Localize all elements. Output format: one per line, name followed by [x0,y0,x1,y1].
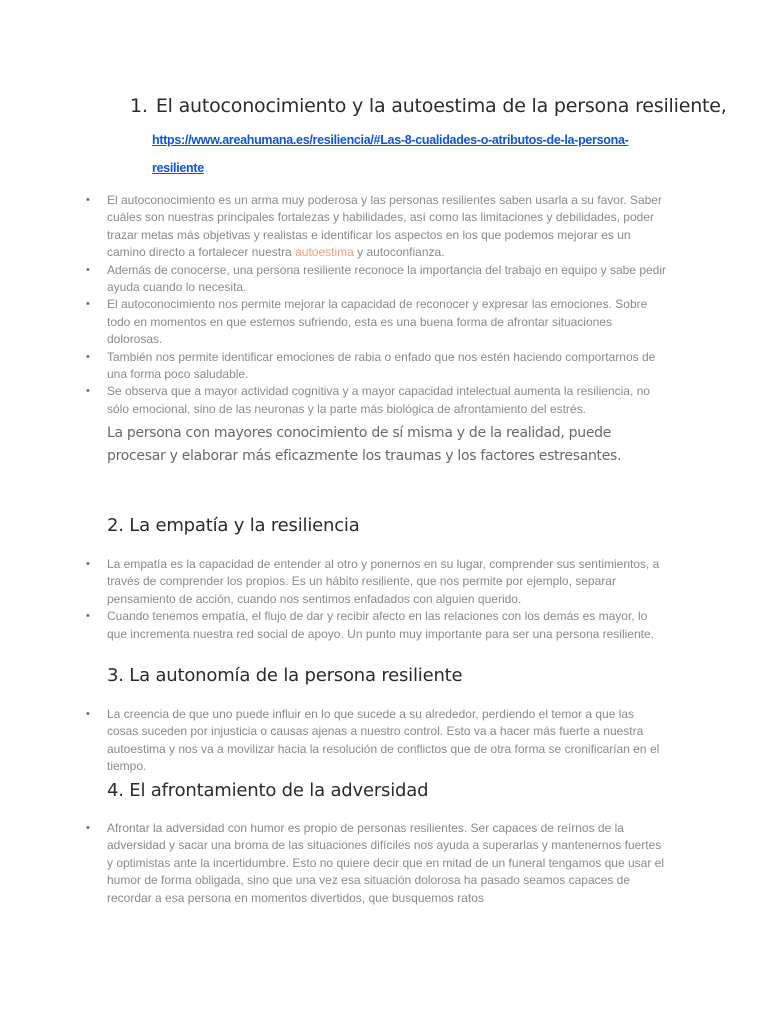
bullet-text: Además de conocerse, una persona resiliente reconoce la importancia del trabajo en equipo y sabe pedir ayuda cuando lo necesita. [107,262,667,295]
source-link-line-1[interactable]: https://www.areahumana.es/resiliencia/#Las-8-cualidades-o-atributos-de-la-persona- [152,133,629,147]
section-3-bullet-list [0,706,768,776]
bullet-icon: • [86,263,90,276]
section-1-heading [130,95,727,117]
list-item [0,383,768,418]
bullet-text: Se observa que a mayor actividad cognitiva y a mayor capacidad intelectual aumenta la resiliencia, no sólo emocional, sino de las neuronas y la parte más biológica de afrontamiento del estrés. [107,384,650,416]
bullet-text: La empatía es la capacidad de entender al otro y ponernos en su lugar, comprender sus sentimientos, a través de comprender los propios. Es un hábito resiliente, que nos permite por ejemplo, separar pensamiento de acción, cuando nos sentimos enfadados con alguien querido. [107,557,660,606]
bullet-text: Cuando tenemos empatía, el flujo de dar y recibir afecto en las relaciones con los demás es mayor, lo que incrementa nuestra red social de apoyo. Un punto muy importante para ser una persona resiliente. [107,609,654,641]
bullet-text: El autoconocimiento nos permite mejorar la capacidad de reconocer y expresar las emociones. Sobre todo en momentos en que estemos sufriendo, esta es una buena forma de afrontar situaciones dolorosas. [107,297,648,347]
section-3-heading: 3. La autonomía de la persona resiliente [107,665,463,686]
list-item [0,556,768,608]
bullet-text: La creencia de que uno puede influir en lo que sucede a su alrededor, perdiendo el temor a que las cosas suceden por injusticia o causas ajenas a nuestro control. Esto va a hacer más fuerte a nuestra autoestima y nos va a movilizar hacia la resolución de conflictos que de otra forma se cronificarían en el tiempo. [107,707,660,774]
section-1-number: 1. [130,95,148,117]
section-2-bullet-list [0,556,768,643]
autoestima-link[interactable]: autoestima [295,245,354,260]
bullet-icon: • [86,610,90,623]
section-1-bullet-list [0,192,768,418]
bullet-icon: • [86,822,90,834]
bullet-text-after: y autoconfianza. [353,245,445,260]
bullet-icon: • [86,385,90,398]
section-2-heading: 2. La empatía y la resiliencia [107,515,360,536]
list-item [0,262,768,297]
list-item [0,706,768,776]
section-4-bullet-list [0,820,768,907]
bullet-text-before: El autoconocimiento es un arma muy poderosa y las personas resilientes saben usarla a su favor. Saber cuáles son nuestras principales fortalezas y habilidades, así como las limitaciones y debilidades, poder trazar metas más objetivas y realistas e identificar los aspectos en los que podemos mejorar es un camino directo a fortalecer nuestra [107,193,662,260]
list-item [0,296,768,348]
bullet-icon: • [86,194,90,206]
source-link-line-2[interactable]: resiliente [152,161,204,175]
bullet-icon: • [86,350,90,363]
section-4-heading: 4. El afrontamiento de la adversidad [107,780,429,801]
bullet-text: También nos permite identificar emociones de rabia o enfado que nos estén haciendo comportarnos de una forma poco saludable. [107,349,656,382]
bullet-text: Afrontar la adversidad con humor es propio de personas resilientes. Ser capaces de reírnos de la adversidad y sacar una broma de las situaciones difíciles nos ayuda a superarlas y mantenernos fuertes y optimistas ante la incertidumbre. Esto no quiere decir que en mitad de un funeral tengamos que usar el humor de forma obligada, sino que una vez esa situación dolorosa ha pasado seamos capaces de recordar a esa persona en momentos divertidos, que busquemos ratos [107,821,664,905]
section-1-title: El autoconocimiento y la autoestima de la persona resiliente, [155,95,727,117]
list-item [0,192,768,262]
bullet-icon: • [86,298,90,311]
source-link[interactable] [152,126,652,182]
list-item [0,608,768,643]
bullet-icon: • [86,708,90,720]
bullet-icon: • [86,558,90,570]
list-item [0,820,768,907]
section-1-paragraph: La persona con mayores conocimiento de sí misma y de la realidad, puede procesar y elaborar más eficazmente los traumas y los factores estresantes. [107,425,622,464]
list-item [0,349,768,384]
